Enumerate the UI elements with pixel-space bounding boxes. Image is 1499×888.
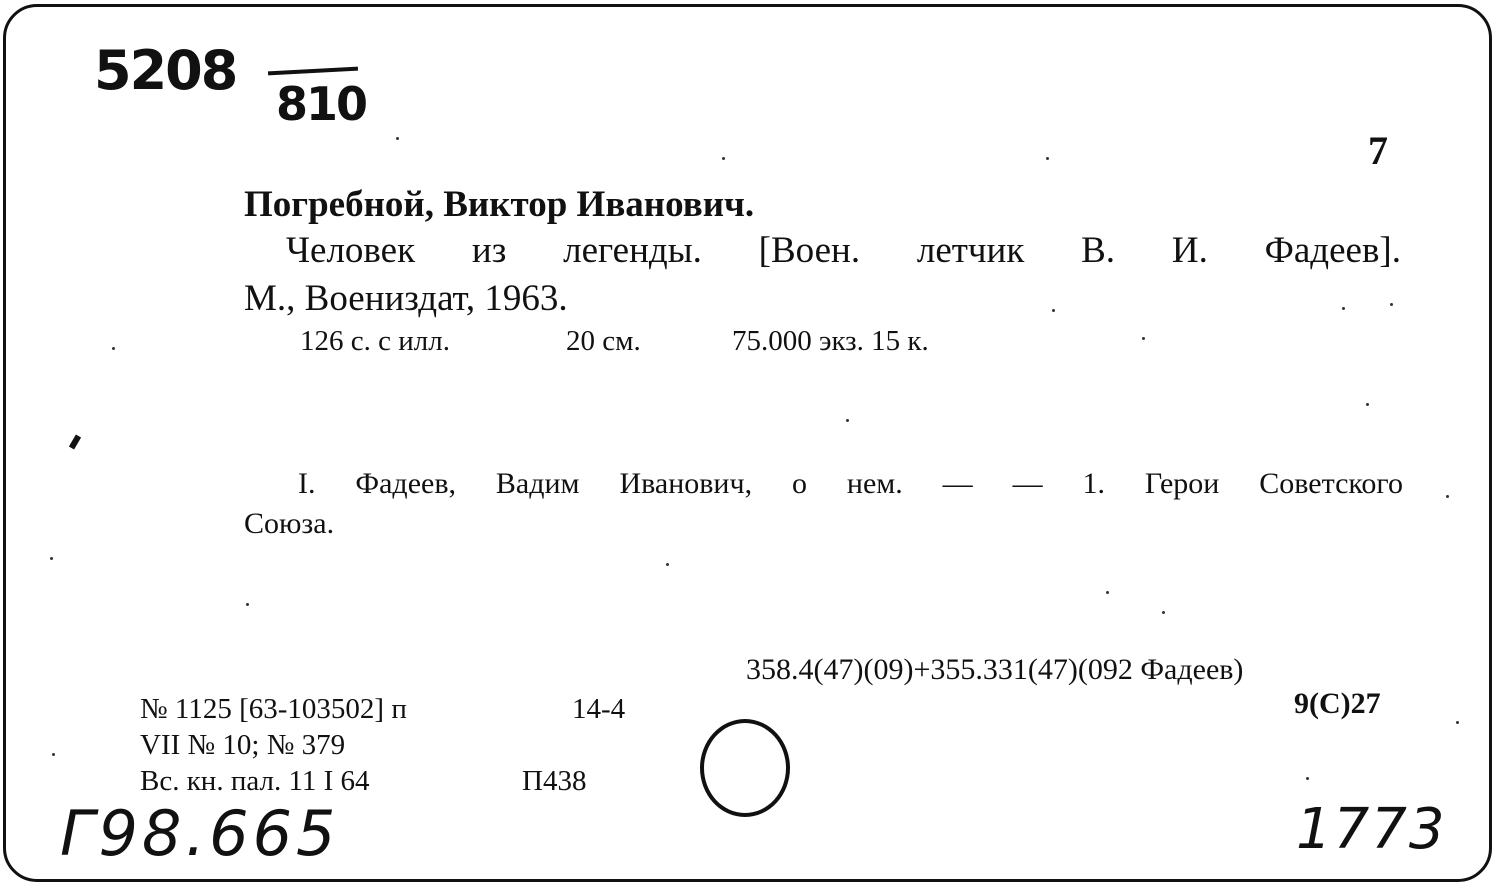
handwritten-inventory-right: 1773 bbox=[1296, 797, 1447, 862]
ink-mark bbox=[69, 434, 81, 449]
title-line: Человек из легенды. [Воен. летчик В. И. Фадеев]. bbox=[286, 230, 1401, 271]
subjects-line-cont: Союза. bbox=[244, 507, 335, 540]
record-number: № 1125 [63-103502] п bbox=[140, 693, 407, 725]
author-heading: Погребной, Виктор Иванович. bbox=[244, 184, 755, 225]
punch-hole bbox=[700, 719, 790, 817]
imprint-line: М., Воениздат, 1963. bbox=[244, 278, 568, 319]
size: 20 см. bbox=[566, 325, 641, 357]
registration-date: Вс. кн. пал. 11 I 64 bbox=[140, 765, 370, 797]
record-line2: VII № 10; № 379 bbox=[140, 729, 346, 761]
pages-illustrations: 126 с. с илл. bbox=[300, 325, 450, 357]
card-number: 7 bbox=[1368, 128, 1388, 173]
print-code: П438 bbox=[522, 765, 587, 797]
handwritten-inventory-left: Г98.665 bbox=[60, 797, 340, 870]
classification-index: 358.4(47)(09)+355.331(47)(092 Фадеев) bbox=[746, 653, 1244, 686]
handwritten-fraction: 810 bbox=[276, 77, 367, 131]
catalog-card bbox=[3, 4, 1492, 882]
record-code: 14-4 bbox=[572, 693, 626, 725]
copies-price: 75.000 экз. 15 к. bbox=[732, 325, 929, 357]
subjects-line: I. Фадеев, Вадим Иванович, о нем. — — 1. Герои Советского bbox=[298, 467, 1403, 500]
handwritten-call-number: 5208 bbox=[94, 39, 237, 102]
classification-code: 9(С)27 bbox=[1294, 687, 1381, 720]
fraction-bar bbox=[268, 67, 358, 76]
